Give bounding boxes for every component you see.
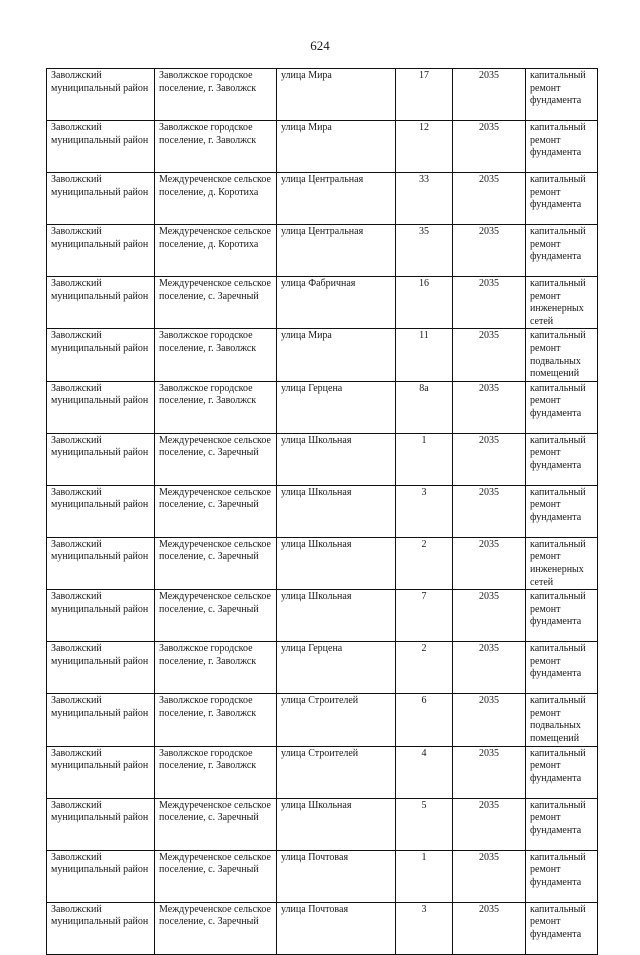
table-row [47,642,598,694]
work-type-cell: капитальный ремонт подвальных помещений [526,329,598,381]
work-type-cell: капитальный ремонт подвальных помещений [526,694,598,746]
settlement-cell: Междуреченское сельское поселение, д. Коротиха [155,225,277,277]
house-number-cell: 12 [396,121,453,173]
repair-register-table [46,68,598,955]
house-number-cell: 3 [396,485,453,537]
table-row [47,485,598,537]
year-cell: 2035 [453,537,526,589]
house-number-cell: 7 [396,590,453,642]
work-type-cell: капитальный ремонт инженерных сетей [526,537,598,589]
street-cell: улица Мира [277,69,396,121]
year-cell: 2035 [453,642,526,694]
district-cell: Заволжский муниципальный район [47,173,155,225]
street-cell: улица Школьная [277,590,396,642]
street-cell: улица Школьная [277,537,396,589]
street-cell: улица Строителей [277,746,396,798]
street-cell: улица Фабричная [277,277,396,329]
street-cell: улица Мира [277,121,396,173]
house-number-cell: 5 [396,798,453,850]
settlement-cell: Заволжское городское поселение, г. Заволжск [155,746,277,798]
table-row [47,277,598,329]
street-cell: улица Герцена [277,642,396,694]
work-type-cell: капитальный ремонт инженерных сетей [526,277,598,329]
district-cell: Заволжский муниципальный район [47,381,155,433]
street-cell: улица Школьная [277,798,396,850]
table-row [47,381,598,433]
district-cell: Заволжский муниципальный район [47,850,155,902]
district-cell: Заволжский муниципальный район [47,329,155,381]
year-cell: 2035 [453,381,526,433]
table-row [47,121,598,173]
settlement-cell: Междуреченское сельское поселение, д. Коротиха [155,173,277,225]
street-cell: улица Школьная [277,485,396,537]
work-type-cell: капитальный ремонт фундамента [526,69,598,121]
year-cell: 2035 [453,329,526,381]
district-cell: Заволжский муниципальный район [47,642,155,694]
year-cell: 2035 [453,69,526,121]
district-cell: Заволжский муниципальный район [47,433,155,485]
table-row [47,798,598,850]
district-cell: Заволжский муниципальный район [47,485,155,537]
street-cell: улица Герцена [277,381,396,433]
year-cell: 2035 [453,746,526,798]
district-cell: Заволжский муниципальный район [47,121,155,173]
work-type-cell: капитальный ремонт фундамента [526,381,598,433]
street-cell: улица Почтовая [277,850,396,902]
work-type-cell: капитальный ремонт фундамента [526,642,598,694]
table-row [47,590,598,642]
settlement-cell: Междуреченское сельское поселение, с. Заречный [155,537,277,589]
settlement-cell: Заволжское городское поселение, г. Заволжск [155,694,277,746]
district-cell: Заволжский муниципальный район [47,746,155,798]
table-row [47,537,598,589]
house-number-cell: 16 [396,277,453,329]
table-row [47,173,598,225]
work-type-cell: капитальный ремонт фундамента [526,225,598,277]
year-cell: 2035 [453,590,526,642]
street-cell: улица Центральная [277,173,396,225]
house-number-cell: 1 [396,850,453,902]
house-number-cell: 17 [396,69,453,121]
table-row [47,433,598,485]
settlement-cell: Заволжское городское поселение, г. Заволжск [155,121,277,173]
district-cell: Заволжский муниципальный район [47,225,155,277]
district-cell: Заволжский муниципальный район [47,277,155,329]
year-cell: 2035 [453,694,526,746]
settlement-cell: Заволжское городское поселение, г. Заволжск [155,642,277,694]
year-cell: 2035 [453,173,526,225]
register-body [47,69,598,955]
work-type-cell: капитальный ремонт фундамента [526,798,598,850]
house-number-cell: 35 [396,225,453,277]
settlement-cell: Междуреченское сельское поселение, с. Заречный [155,590,277,642]
street-cell: улица Школьная [277,433,396,485]
year-cell: 2035 [453,121,526,173]
table-row [47,225,598,277]
settlement-cell: Заволжское городское поселение, г. Заволжск [155,69,277,121]
table-row [47,694,598,746]
year-cell: 2035 [453,433,526,485]
house-number-cell: 2 [396,642,453,694]
work-type-cell: капитальный ремонт фундамента [526,433,598,485]
work-type-cell: капитальный ремонт фундамента [526,173,598,225]
table-row [47,746,598,798]
settlement-cell: Междуреченское сельское поселение, с. Заречный [155,902,277,954]
house-number-cell: 1 [396,433,453,485]
district-cell: Заволжский муниципальный район [47,590,155,642]
work-type-cell: капитальный ремонт фундамента [526,902,598,954]
settlement-cell: Междуреченское сельское поселение, с. Заречный [155,433,277,485]
work-type-cell: капитальный ремонт фундамента [526,746,598,798]
settlement-cell: Междуреченское сельское поселение, с. Заречный [155,485,277,537]
house-number-cell: 11 [396,329,453,381]
year-cell: 2035 [453,277,526,329]
work-type-cell: капитальный ремонт фундамента [526,121,598,173]
house-number-cell: 3 [396,902,453,954]
settlement-cell: Заволжское городское поселение, г. Заволжск [155,381,277,433]
district-cell: Заволжский муниципальный район [47,537,155,589]
table-row [47,329,598,381]
street-cell: улица Строителей [277,694,396,746]
district-cell: Заволжский муниципальный район [47,69,155,121]
settlement-cell: Междуреченское сельское поселение, с. Заречный [155,277,277,329]
district-cell: Заволжский муниципальный район [47,902,155,954]
year-cell: 2035 [453,850,526,902]
house-number-cell: 6 [396,694,453,746]
house-number-cell: 33 [396,173,453,225]
district-cell: Заволжский муниципальный район [47,694,155,746]
settlement-cell: Междуреченское сельское поселение, с. Заречный [155,798,277,850]
house-number-cell: 2 [396,537,453,589]
work-type-cell: капитальный ремонт фундамента [526,590,598,642]
year-cell: 2035 [453,902,526,954]
table-row [47,902,598,954]
table-row [47,850,598,902]
house-number-cell: 4 [396,746,453,798]
settlement-cell: Междуреченское сельское поселение, с. Заречный [155,850,277,902]
table-row [47,69,598,121]
page-number: 624 [310,38,330,53]
year-cell: 2035 [453,225,526,277]
street-cell: улица Мира [277,329,396,381]
district-cell: Заволжский муниципальный район [47,798,155,850]
work-type-cell: капитальный ремонт фундамента [526,850,598,902]
year-cell: 2035 [453,798,526,850]
house-number-cell: 8а [396,381,453,433]
street-cell: улица Почтовая [277,902,396,954]
settlement-cell: Заволжское городское поселение, г. Заволжск [155,329,277,381]
year-cell: 2035 [453,485,526,537]
work-type-cell: капитальный ремонт фундамента [526,485,598,537]
street-cell: улица Центральная [277,225,396,277]
